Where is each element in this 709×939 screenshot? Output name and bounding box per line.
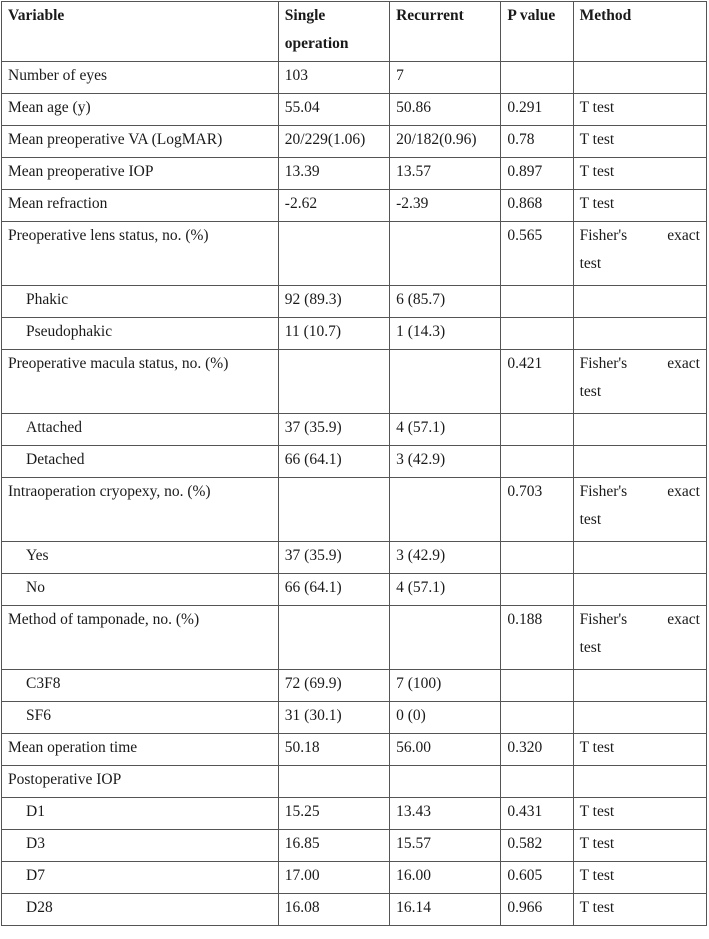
cell-single [278, 350, 389, 414]
cell-p-value: 0.582 [501, 830, 573, 862]
header-single-line1: Single [284, 7, 326, 24]
cell-recurrent: 6 (85.7) [390, 286, 501, 318]
comparison-table [1, 1, 707, 926]
cell-p-value: 0.703 [501, 478, 573, 542]
cell-single: 11 (10.7) [278, 318, 389, 350]
cell-method [573, 478, 706, 542]
method-word: test [579, 511, 602, 528]
cell-p-value [501, 702, 573, 734]
cell-single: 17.00 [278, 862, 389, 894]
header-p-value: P value [501, 2, 573, 62]
cell-method [573, 62, 706, 94]
cell-variable: No [2, 574, 279, 606]
cell-method [573, 350, 706, 414]
cell-single: 50.18 [278, 734, 389, 766]
cell-single: 20/229(1.06) [278, 126, 389, 158]
cell-method [573, 670, 706, 702]
table-row [2, 894, 707, 926]
cell-method [573, 702, 706, 734]
cell-method: T test [573, 94, 706, 126]
cell-single [278, 222, 389, 286]
cell-variable: Method of tamponade, no. (%) [2, 606, 279, 670]
cell-method [573, 222, 706, 286]
cell-method: T test [573, 734, 706, 766]
cell-p-value [501, 62, 573, 94]
cell-p-value: 0.291 [501, 94, 573, 126]
cell-variable: D3 [2, 830, 279, 862]
cell-method [573, 318, 706, 350]
method-word: exact [667, 483, 700, 500]
cell-p-value: 0.605 [501, 862, 573, 894]
table-row [2, 542, 707, 574]
cell-variable: Mean preoperative IOP [2, 158, 279, 190]
cell-variable: Pseudophakic [2, 318, 279, 350]
cell-method [573, 574, 706, 606]
cell-variable: Detached [2, 446, 279, 478]
cell-recurrent: -2.39 [390, 190, 501, 222]
table-row [2, 574, 707, 606]
method-word: test [579, 255, 602, 272]
cell-single: 16.85 [278, 830, 389, 862]
cell-recurrent: 16.14 [390, 894, 501, 926]
method-word: exact [667, 355, 700, 372]
method-word: test [579, 639, 602, 656]
cell-recurrent [390, 478, 501, 542]
cell-method [573, 414, 706, 446]
cell-method: T test [573, 798, 706, 830]
table-row [2, 478, 707, 542]
cell-single: 31 (30.1) [278, 702, 389, 734]
table-row [2, 862, 707, 894]
cell-p-value: 0.78 [501, 126, 573, 158]
cell-variable: Preoperative macula status, no. (%) [2, 350, 279, 414]
cell-recurrent: 16.00 [390, 862, 501, 894]
cell-p-value [501, 542, 573, 574]
method-word: Fisher's [579, 483, 628, 500]
table-row [2, 62, 707, 94]
table-row [2, 702, 707, 734]
cell-recurrent: 13.57 [390, 158, 501, 190]
cell-recurrent: 0 (0) [390, 702, 501, 734]
cell-p-value: 0.966 [501, 894, 573, 926]
cell-recurrent: 7 (100) [390, 670, 501, 702]
method-word: exact [667, 227, 700, 244]
cell-recurrent: 3 (42.9) [390, 542, 501, 574]
cell-single: 66 (64.1) [278, 574, 389, 606]
cell-p-value [501, 446, 573, 478]
table-row [2, 318, 707, 350]
cell-variable: Attached [2, 414, 279, 446]
table-row [2, 606, 707, 670]
cell-variable: Mean refraction [2, 190, 279, 222]
table-row [2, 158, 707, 190]
cell-recurrent: 20/182(0.96) [390, 126, 501, 158]
cell-p-value: 0.897 [501, 158, 573, 190]
header-single-line2: operation [284, 35, 349, 52]
cell-method [573, 446, 706, 478]
table-row [2, 190, 707, 222]
table-row [2, 350, 707, 414]
cell-single: -2.62 [278, 190, 389, 222]
table-row [2, 446, 707, 478]
cell-variable: Preoperative lens status, no. (%) [2, 222, 279, 286]
method-word: Fisher's [579, 611, 628, 628]
table-row [2, 222, 707, 286]
cell-variable: Mean age (y) [2, 94, 279, 126]
cell-recurrent: 50.86 [390, 94, 501, 126]
cell-single: 103 [278, 62, 389, 94]
table-row [2, 94, 707, 126]
cell-variable: D1 [2, 798, 279, 830]
cell-recurrent: 4 (57.1) [390, 574, 501, 606]
cell-method: T test [573, 830, 706, 862]
table-row [2, 798, 707, 830]
cell-recurrent: 4 (57.1) [390, 414, 501, 446]
cell-single [278, 606, 389, 670]
cell-single: 92 (89.3) [278, 286, 389, 318]
cell-method: T test [573, 126, 706, 158]
method-word: exact [667, 611, 700, 628]
table-row [2, 766, 707, 798]
cell-variable: D28 [2, 894, 279, 926]
cell-single: 66 (64.1) [278, 446, 389, 478]
cell-p-value [501, 318, 573, 350]
cell-p-value [501, 670, 573, 702]
cell-variable: Intraoperation cryopexy, no. (%) [2, 478, 279, 542]
cell-p-value: 0.421 [501, 350, 573, 414]
cell-single [278, 478, 389, 542]
cell-p-value: 0.565 [501, 222, 573, 286]
cell-variable: D7 [2, 862, 279, 894]
cell-single: 37 (35.9) [278, 414, 389, 446]
cell-single: 15.25 [278, 798, 389, 830]
cell-method [573, 542, 706, 574]
cell-method: T test [573, 158, 706, 190]
cell-variable: Yes [2, 542, 279, 574]
cell-recurrent: 15.57 [390, 830, 501, 862]
cell-variable: SF6 [2, 702, 279, 734]
table-row [2, 830, 707, 862]
cell-variable: Number of eyes [2, 62, 279, 94]
cell-recurrent: 13.43 [390, 798, 501, 830]
cell-method [573, 766, 706, 798]
cell-p-value [501, 414, 573, 446]
cell-single: 55.04 [278, 94, 389, 126]
cell-recurrent [390, 350, 501, 414]
header-row [2, 2, 707, 62]
cell-p-value: 0.431 [501, 798, 573, 830]
cell-recurrent: 1 (14.3) [390, 318, 501, 350]
cell-recurrent: 56.00 [390, 734, 501, 766]
cell-recurrent: 7 [390, 62, 501, 94]
cell-single: 13.39 [278, 158, 389, 190]
cell-single: 72 (69.9) [278, 670, 389, 702]
cell-recurrent [390, 766, 501, 798]
header-single-operation [278, 2, 389, 62]
method-word: Fisher's [579, 355, 628, 372]
method-word: Fisher's [579, 227, 628, 244]
cell-method: T test [573, 862, 706, 894]
table-row [2, 670, 707, 702]
table-row [2, 286, 707, 318]
cell-method: T test [573, 190, 706, 222]
header-method: Method [573, 2, 706, 62]
cell-method: T test [573, 894, 706, 926]
cell-variable: Postoperative IOP [2, 766, 279, 798]
cell-p-value: 0.188 [501, 606, 573, 670]
cell-method [573, 286, 706, 318]
cell-single: 37 (35.9) [278, 542, 389, 574]
table-row [2, 414, 707, 446]
cell-variable: Mean operation time [2, 734, 279, 766]
method-word: test [579, 383, 602, 400]
table-row [2, 734, 707, 766]
cell-p-value: 0.868 [501, 190, 573, 222]
header-variable: Variable [2, 2, 279, 62]
cell-single [278, 766, 389, 798]
cell-p-value: 0.320 [501, 734, 573, 766]
table-row [2, 126, 707, 158]
cell-variable: C3F8 [2, 670, 279, 702]
cell-p-value [501, 574, 573, 606]
cell-recurrent [390, 606, 501, 670]
cell-single: 16.08 [278, 894, 389, 926]
cell-variable: Phakic [2, 286, 279, 318]
header-recurrent: Recurrent [390, 2, 501, 62]
cell-p-value [501, 766, 573, 798]
cell-p-value [501, 286, 573, 318]
cell-method [573, 606, 706, 670]
cell-recurrent [390, 222, 501, 286]
cell-recurrent: 3 (42.9) [390, 446, 501, 478]
cell-variable: Mean preoperative VA (LogMAR) [2, 126, 279, 158]
